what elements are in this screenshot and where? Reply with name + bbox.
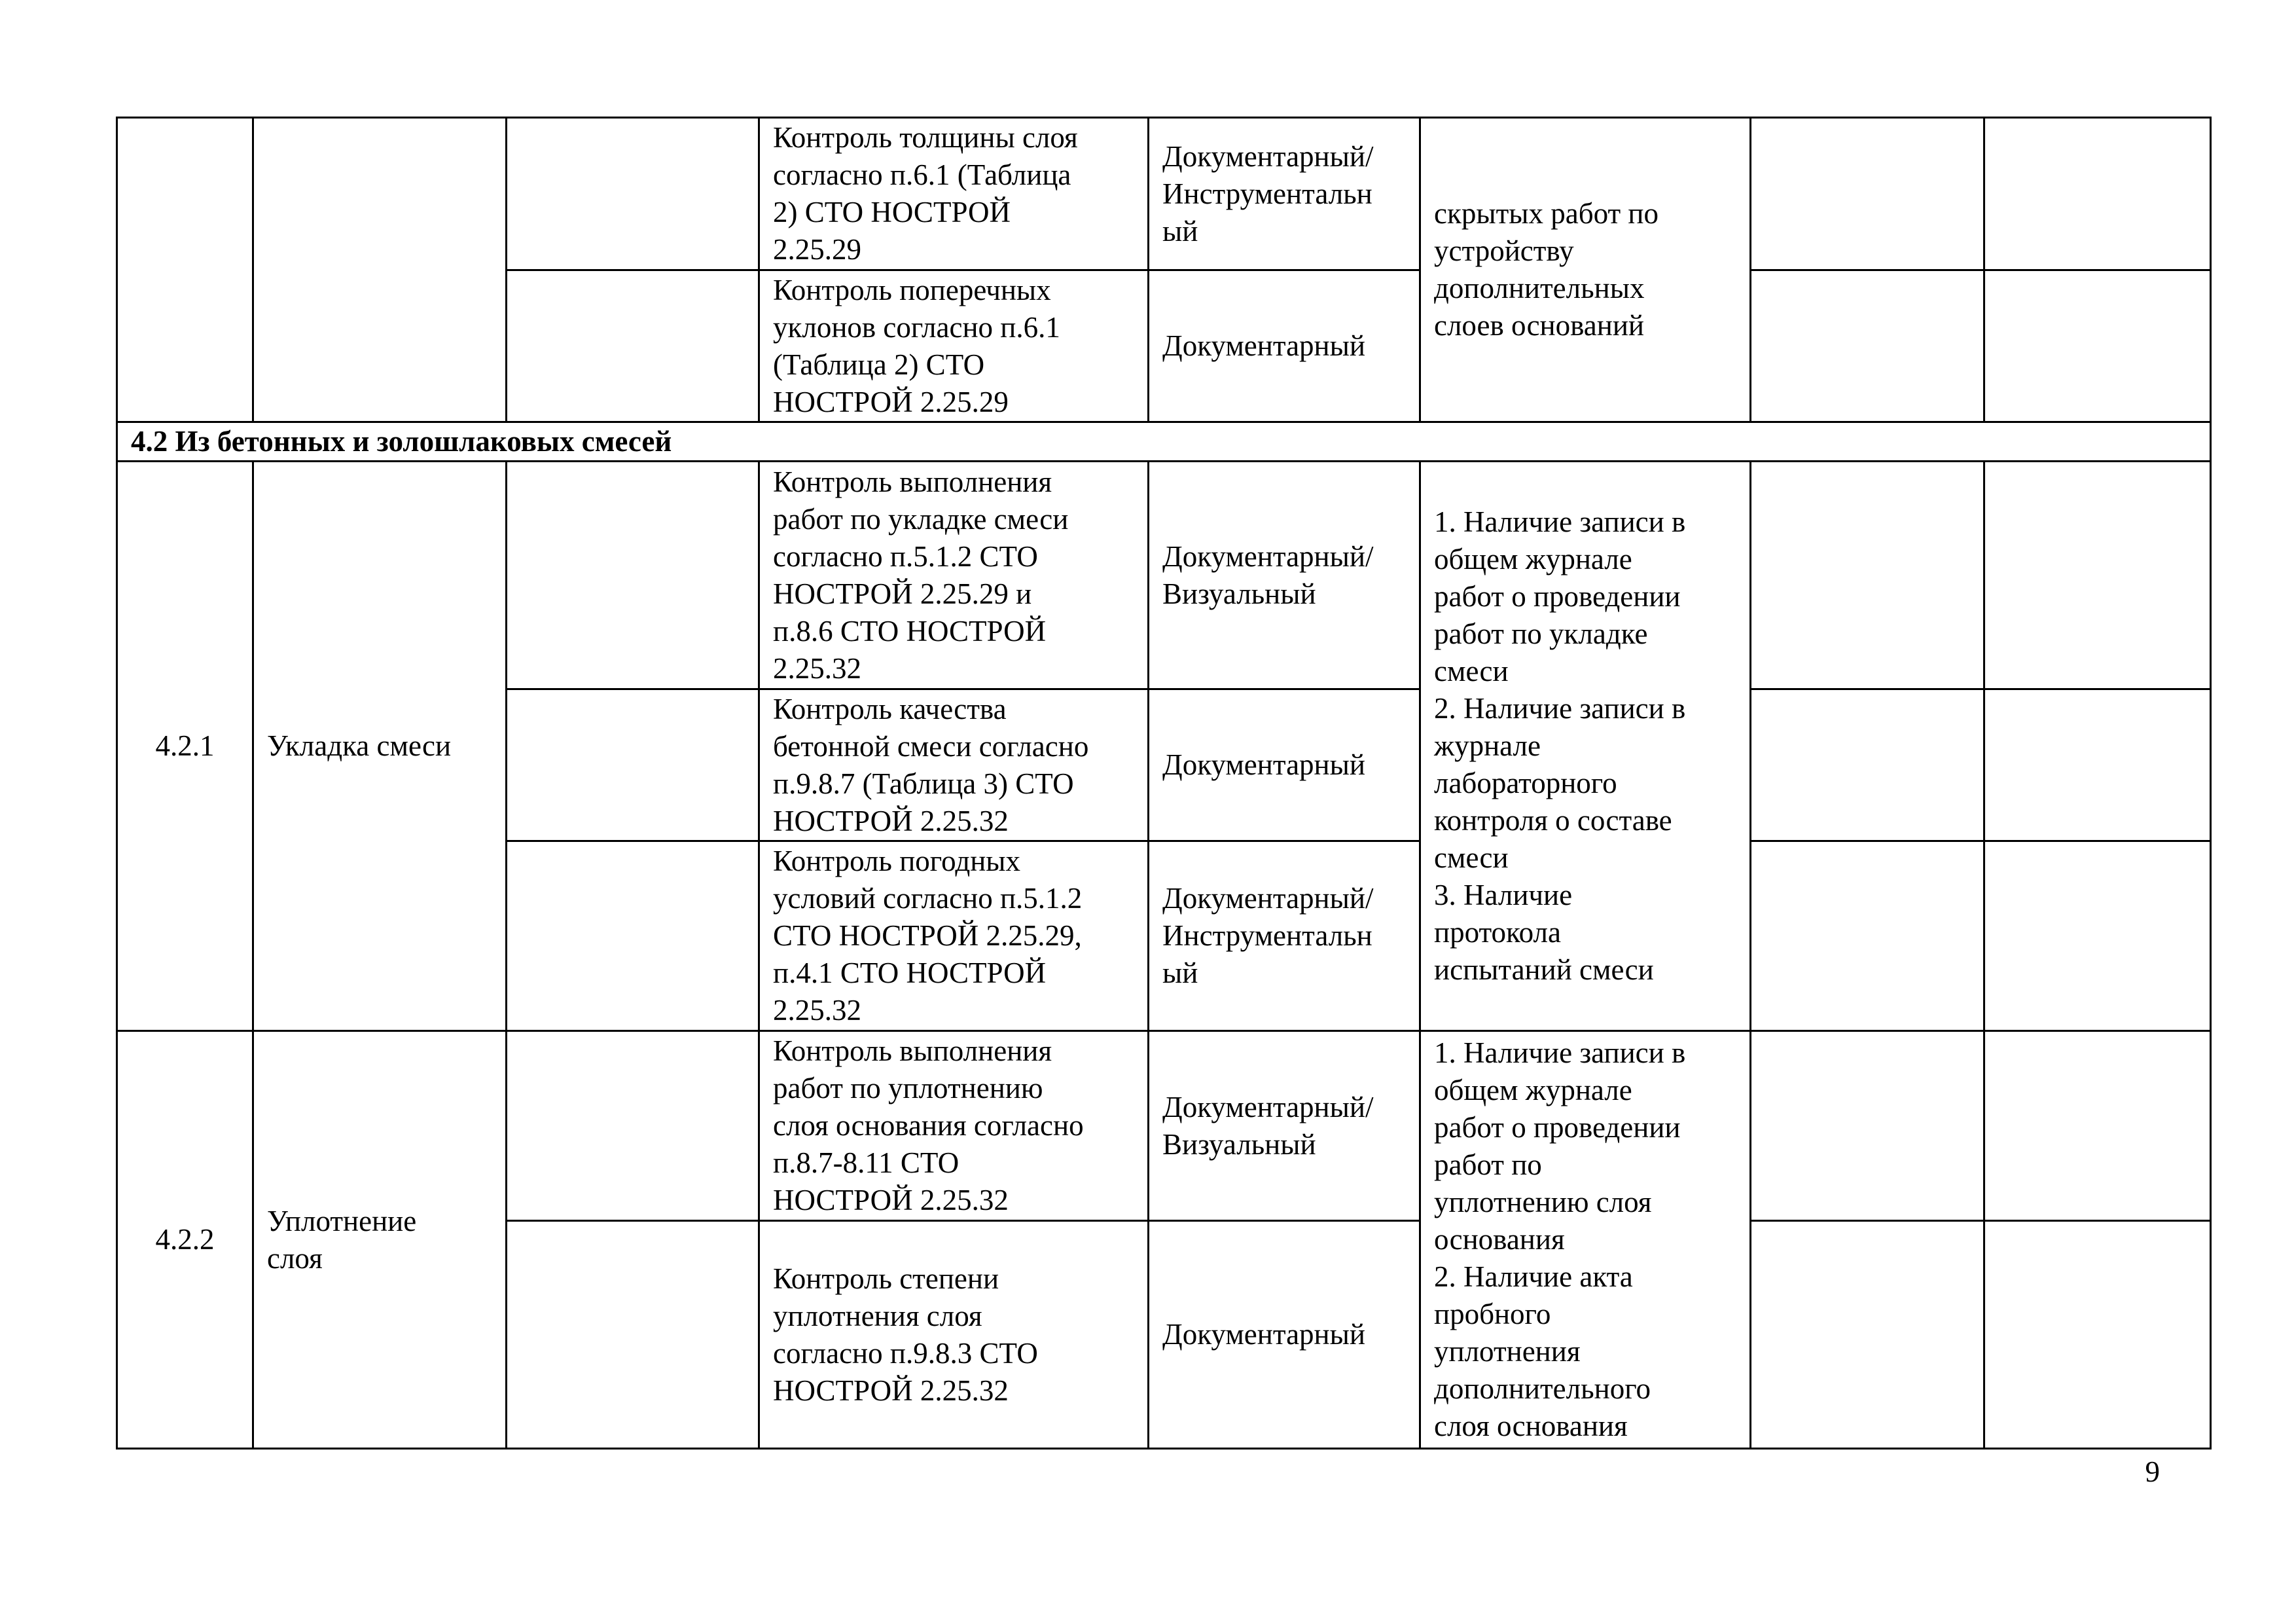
records-cell: 1. Наличие записи в общем журнале работ о проведении работ по укладке смеси 2. Наличие записи в журнале лабораторного контроля о составе смеси 3. Наличие протокола испытаний смеси bbox=[1420, 462, 1751, 1031]
empty-cell bbox=[507, 118, 759, 270]
table-row bbox=[117, 118, 2211, 270]
empty-cell bbox=[1984, 689, 2211, 841]
section-title: 4.2 Из бетонных и золошлаковых смесей bbox=[117, 422, 2211, 462]
empty-cell bbox=[1984, 270, 2211, 422]
empty-cell bbox=[507, 462, 759, 689]
section-heading-row bbox=[117, 422, 2211, 462]
empty-cell bbox=[1751, 841, 1984, 1031]
empty-cell bbox=[507, 1031, 759, 1221]
item-name: Укладка смеси bbox=[253, 462, 507, 1031]
method-cell: Документарный/ Инструментальн ый bbox=[1149, 118, 1420, 270]
records-cell: скрытых работ по устройству дополнительных слоев оснований bbox=[1420, 118, 1751, 422]
control-cell: Контроль толщины слоя согласно п.6.1 (Таблица 2) СТО НОСТРОЙ 2.25.29 bbox=[759, 118, 1149, 270]
number-cell-empty bbox=[117, 118, 253, 422]
control-cell: Контроль выполнения работ по укладке смеси согласно п.5.1.2 СТО НОСТРОЙ 2.25.29 и п.8.6 СТО НОСТРОЙ 2.25.32 bbox=[759, 462, 1149, 689]
empty-cell bbox=[1751, 270, 1984, 422]
item-number: 4.2.2 bbox=[117, 1031, 253, 1449]
inspection-table bbox=[116, 117, 2212, 1450]
method-cell: Документарный bbox=[1149, 689, 1420, 841]
empty-cell bbox=[507, 1221, 759, 1449]
empty-cell bbox=[1984, 118, 2211, 270]
item-name: Уплотнение слоя bbox=[253, 1031, 507, 1449]
empty-cell bbox=[1751, 462, 1984, 689]
control-cell: Контроль выполнения работ по уплотнению слоя основания согласно п.8.7-8.11 СТО НОСТРОЙ 2.25.32 bbox=[759, 1031, 1149, 1221]
empty-cell bbox=[1751, 118, 1984, 270]
records-cell: 1. Наличие записи в общем журнале работ о проведении работ по уплотнению слоя основания 2. Наличие акта пробного уплотнения дополнительного слоя основания bbox=[1420, 1031, 1751, 1449]
control-cell: Контроль поперечных уклонов согласно п.6.1 (Таблица 2) СТО НОСТРОЙ 2.25.29 bbox=[759, 270, 1149, 422]
table-row bbox=[117, 1031, 2211, 1221]
table-row bbox=[117, 462, 2211, 689]
empty-cell bbox=[1751, 1031, 1984, 1221]
empty-cell bbox=[1984, 462, 2211, 689]
empty-cell bbox=[1751, 1221, 1984, 1449]
empty-cell bbox=[507, 270, 759, 422]
method-cell: Документарный bbox=[1149, 270, 1420, 422]
method-cell: Документарный bbox=[1149, 1221, 1420, 1449]
page-number: 9 bbox=[2145, 1455, 2160, 1488]
name-cell-empty bbox=[253, 118, 507, 422]
empty-cell bbox=[507, 841, 759, 1031]
method-cell: Документарный/ Визуальный bbox=[1149, 462, 1420, 689]
control-cell: Контроль качества бетонной смеси согласно п.9.8.7 (Таблица 3) СТО НОСТРОЙ 2.25.32 bbox=[759, 689, 1149, 841]
empty-cell bbox=[1984, 1031, 2211, 1221]
empty-cell bbox=[1751, 689, 1984, 841]
control-cell: Контроль погодных условий согласно п.5.1.2 СТО НОСТРОЙ 2.25.29, п.4.1 СТО НОСТРОЙ 2.25.32 bbox=[759, 841, 1149, 1031]
empty-cell bbox=[1984, 1221, 2211, 1449]
method-cell: Документарный/ Инструментальн ый bbox=[1149, 841, 1420, 1031]
method-cell: Документарный/ Визуальный bbox=[1149, 1031, 1420, 1221]
empty-cell bbox=[1984, 841, 2211, 1031]
item-number: 4.2.1 bbox=[117, 462, 253, 1031]
empty-cell bbox=[507, 689, 759, 841]
control-cell: Контроль степени уплотнения слоя согласно п.9.8.3 СТО НОСТРОЙ 2.25.32 bbox=[759, 1221, 1149, 1449]
